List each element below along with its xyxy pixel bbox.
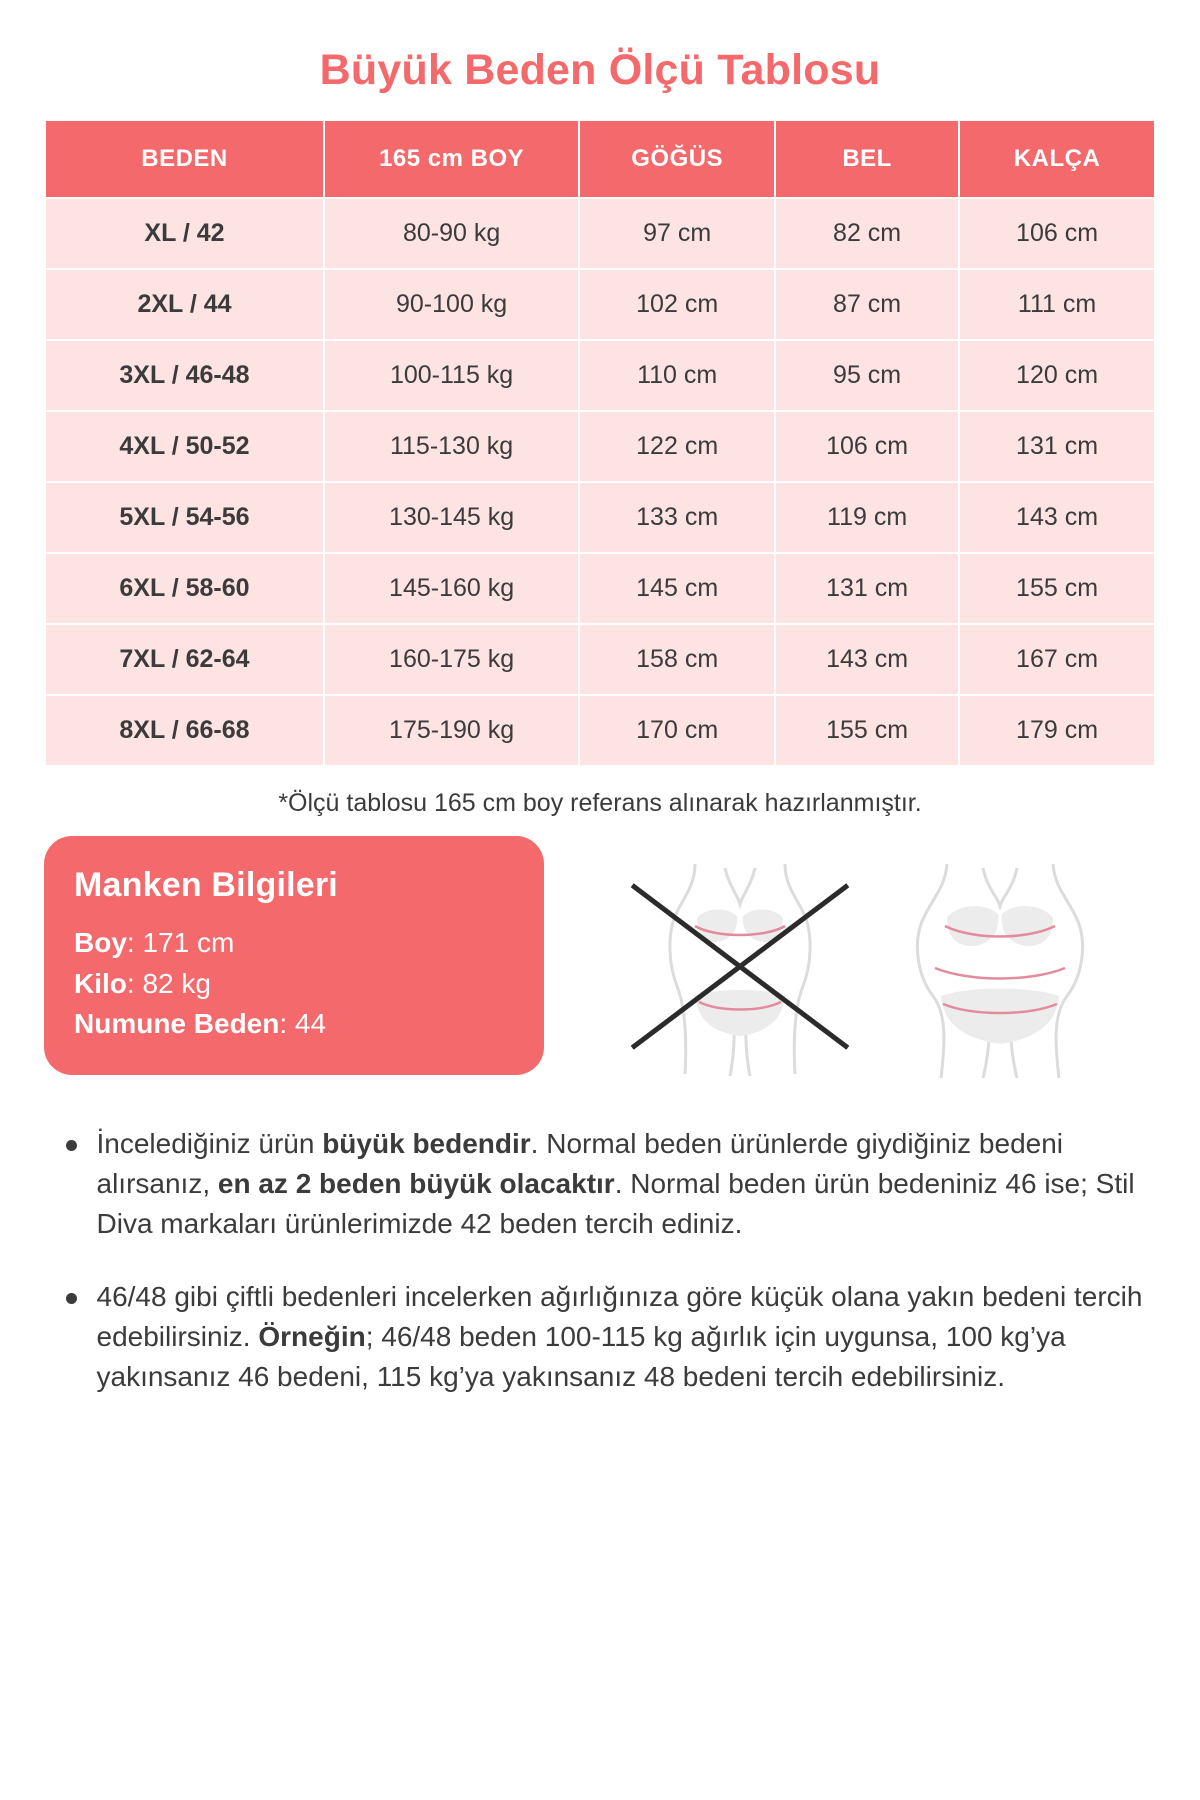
cell-gogus: 102 cm <box>579 269 775 340</box>
model-card-heading: Manken Bilgileri <box>74 866 338 904</box>
notes-list <box>58 1124 1143 1397</box>
column-header-beden: BEDEN <box>45 120 324 198</box>
bullet-dot-icon <box>66 1293 77 1304</box>
list-item <box>58 1277 1143 1396</box>
cell-bel: 143 cm <box>775 624 959 695</box>
size-table <box>44 119 1156 767</box>
column-header-bel: BEL <box>775 120 959 198</box>
cell-kalca: 179 cm <box>959 695 1155 766</box>
cell-bel: 155 cm <box>775 695 959 766</box>
model-sample-size-label: Numune Beden <box>74 1008 280 1040</box>
cell-beden: 7XL / 62-64 <box>45 624 324 695</box>
cell-boy: 80-90 kg <box>324 198 579 269</box>
table-row <box>45 198 1155 269</box>
model-info-section <box>44 836 1156 1086</box>
bullet-text-1: İncelediğiniz ürün büyük bedendir. Normal beden ürünlerde giydiğiniz bedeni alırsanız, en az 2 beden büyük olacaktır. Normal beden ürün bedeniniz 46 ise; Stil Diva markaları ürünlerimizde 42 beden tercih ediniz. <box>96 1128 1135 1239</box>
cell-gogus: 122 cm <box>579 411 775 482</box>
cell-bel: 119 cm <box>775 482 959 553</box>
cell-boy: 145-160 kg <box>324 553 579 624</box>
model-height-value: : 171 cm <box>126 927 235 958</box>
cell-kalca: 155 cm <box>959 553 1155 624</box>
cell-kalca: 167 cm <box>959 624 1155 695</box>
cell-kalca: 131 cm <box>959 411 1155 482</box>
bullet-dot-icon <box>66 1140 77 1151</box>
cell-bel: 82 cm <box>775 198 959 269</box>
cell-beden: 6XL / 58-60 <box>45 553 324 624</box>
cell-bel: 106 cm <box>775 411 959 482</box>
measurement-body-figure <box>885 846 1115 1086</box>
table-footnote: *Ölçü tablosu 165 cm boy referans alınarak hazırlanmıştır. <box>278 789 922 817</box>
cell-boy: 175-190 kg <box>324 695 579 766</box>
page-title: Büyük Beden Ölçü Tablosu <box>319 46 881 94</box>
cell-gogus: 133 cm <box>579 482 775 553</box>
model-weight-row <box>74 964 514 1005</box>
cell-beden: XL / 42 <box>45 198 324 269</box>
cell-gogus: 97 cm <box>579 198 775 269</box>
cell-beden: 5XL / 54-56 <box>45 482 324 553</box>
cell-boy: 160-175 kg <box>324 624 579 695</box>
cell-bel: 95 cm <box>775 340 959 411</box>
cell-kalca: 106 cm <box>959 198 1155 269</box>
list-item <box>58 1124 1143 1243</box>
cell-gogus: 110 cm <box>579 340 775 411</box>
cell-boy: 130-145 kg <box>324 482 579 553</box>
table-header-row <box>45 120 1155 198</box>
cell-gogus: 170 cm <box>579 695 775 766</box>
cell-kalca: 120 cm <box>959 340 1155 411</box>
table-row <box>45 340 1155 411</box>
crossed-out-body-figure <box>625 846 855 1086</box>
cell-kalca: 143 cm <box>959 482 1155 553</box>
model-sample-size-value: : 44 <box>279 1008 327 1040</box>
cell-bel: 87 cm <box>775 269 959 340</box>
model-weight-label: Kilo <box>74 967 127 999</box>
model-sample-size-row <box>74 1004 514 1045</box>
model-info-card <box>44 836 544 1075</box>
model-weight-value: : 82 kg <box>126 967 211 999</box>
cell-boy: 100-115 kg <box>324 340 579 411</box>
body-figures <box>584 836 1156 1086</box>
cell-bel: 131 cm <box>775 553 959 624</box>
cell-gogus: 145 cm <box>579 553 775 624</box>
table-row <box>45 482 1155 553</box>
cell-beden: 2XL / 44 <box>45 269 324 340</box>
table-row <box>45 269 1155 340</box>
cell-kalca: 111 cm <box>959 269 1155 340</box>
column-header-kalca: KALÇA <box>959 120 1155 198</box>
cell-beden: 3XL / 46-48 <box>45 340 324 411</box>
table-row <box>45 695 1155 766</box>
cell-gogus: 158 cm <box>579 624 775 695</box>
cell-boy: 115-130 kg <box>324 411 579 482</box>
column-header-gogus: GÖĞÜS <box>579 120 775 198</box>
cell-beden: 4XL / 50-52 <box>45 411 324 482</box>
table-row <box>45 624 1155 695</box>
cell-beden: 8XL / 66-68 <box>45 695 324 766</box>
curvy-body-icon <box>885 846 1115 1086</box>
model-height-label: Boy <box>74 927 127 958</box>
model-height-row <box>74 923 514 964</box>
table-row <box>45 553 1155 624</box>
bullet-text-2: 46/48 gibi çiftli bedenleri incelerken ağırlığınıza göre küçük olana yakın bedeni tercih edebilirsiniz. Örneğin; 46/48 beden 100-115 kg ağırlık için uygunsa, 100 kg’ya yakınsanız 46 bedeni, 115 kg’ya yakınsanız 48 bedeni tercih edebilirsiniz. <box>96 1281 1143 1392</box>
table-row <box>45 411 1155 482</box>
cell-boy: 90-100 kg <box>324 269 579 340</box>
column-header-boy: 165 cm BOY <box>324 120 579 198</box>
